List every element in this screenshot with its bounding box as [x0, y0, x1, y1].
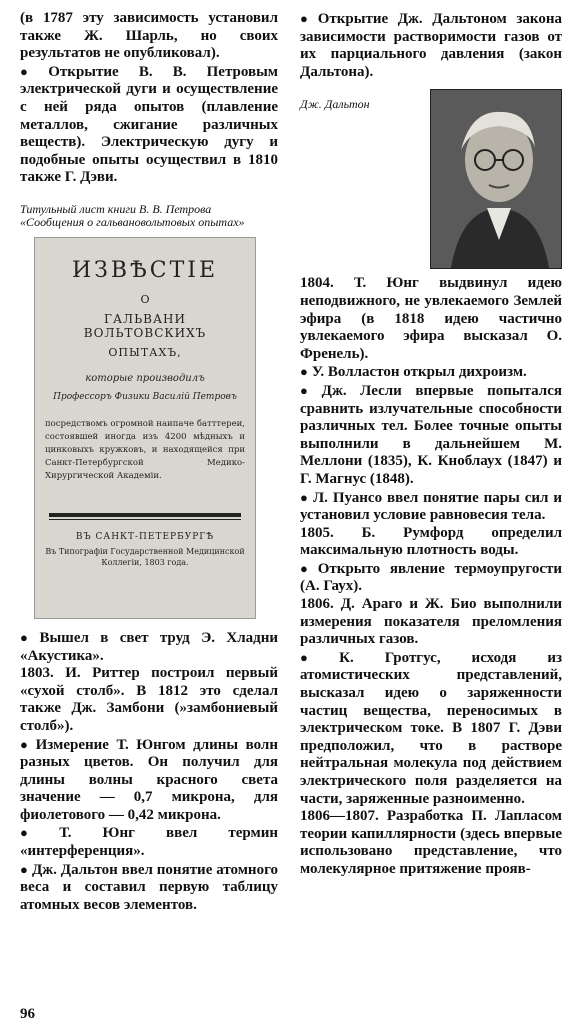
paragraph: ● Дж. Дальтон ввел понятие атомного веса и составил первую таблицу атомных весов элементов.	[20, 861, 279, 913]
bullet-icon: ●	[300, 489, 309, 505]
title-page-line: ИЗВѢСТІЕ	[71, 257, 219, 283]
portrait-figure	[300, 89, 562, 269]
paragraph: 1805. Б. Румфорд определил максимальную плотность воды.	[300, 524, 562, 559]
page-number: 96	[20, 1006, 35, 1022]
dalton-portrait-image	[430, 89, 562, 269]
paragraph: ● Л. Пуансо ввел понятие пары сил и установил условие равновесия тела.	[300, 489, 562, 524]
paragraph: 1806. Д. Араго и Ж. Био выполнили измерения показателя преломления различных газов.	[300, 596, 563, 648]
title-page-line: ГАЛЬВАНИ ВОЛЬТОВСКИХЪ	[83, 311, 207, 340]
paragraph: (в 1787 эту зависимость установил также Ж. Шарль, но своих результатов не опубликовал).	[20, 10, 278, 62]
title-page-line: Въ Типографіи Государственной Медицинской Коллегіи, 1803 года.	[45, 546, 245, 567]
portrait-icon	[431, 90, 561, 268]
bullet-icon: ●	[300, 11, 314, 26]
paragraph: 1804. Т. Юнг выдвинул идею неподвижного, не увлекаемого Землей эфира (в 1818 идею частично увлекаемого эфира высказал О. Френель).	[300, 275, 563, 362]
title-page-rule	[49, 513, 241, 517]
paragraph: ● Открытие В. В. Петровым электрической дуги и осуществление с ней ряда опытов (плавление металлов, сжигание различных веществ). Электрическую дугу и подобные опыты осуществил в 1810 также Г. Дэви.	[20, 63, 278, 186]
title-page-line: ОПЫТАХЪ,	[108, 345, 182, 359]
bullet-icon: ●	[300, 382, 318, 398]
title-page-line: Профессоръ Физики Василій Петровъ	[53, 391, 237, 402]
title-page-line: О	[140, 292, 150, 306]
paragraph: ● Измерение Т. Юнгом длины волн разных цветов. Он получил для длины волны красного света значение — 0,7 микрона, для фиолетового — 0,42 микрона.	[20, 736, 278, 823]
paragraph: ● У. Волластон открыл дихроизм.	[300, 364, 527, 381]
bullet-icon: ●	[20, 736, 32, 752]
paragraph: ● Т. Юнг ввел термин «интерференция».	[20, 825, 278, 860]
bullet-icon: ●	[20, 861, 28, 877]
bullet-icon: ●	[300, 649, 336, 665]
paragraph: 1803. И. Риттер построил первый «сухой столб». В 1812 это сделал также Дж. Замбони (»замбониевый столб»).	[20, 665, 278, 734]
right-column	[300, 10, 562, 879]
paragraph: ● Дж. Лесли впервые попытался сравнить излучательные способности различных тел. Более точные опыты выполнили в дальнейшем М. Меллони (1835), К. Кноблаух (1847) и Г. Магнус (1848).	[300, 382, 562, 487]
bullet-icon: ●	[20, 629, 36, 645]
paragraph: ● Вышел в свет труд Э. Хладни «Акустика».	[20, 629, 278, 664]
title-page-rule	[49, 519, 241, 520]
title-page-image	[34, 237, 256, 619]
portrait-caption: Дж. Дальтон	[300, 97, 370, 112]
paragraph: ● К. Гротгус, исходя из атомистических представлений, высказал идею о заряженности частиц вещества, переносимых в электрическом токе. В 1807 Г. Дэви предположил, что в растворе нейтральная молекула под действием электрического поля разделяется на части, заряженные разноименно.	[300, 649, 563, 807]
bullet-icon: ●	[20, 63, 45, 79]
paragraph: ● Открытие Дж. Дальтоном закона зависимости растворимости газов от их парциального давления (закон Дальтона).	[300, 11, 562, 80]
bullet-icon: ●	[20, 825, 56, 841]
title-page-line: ВЪ САНКТ-ПЕТЕРБУРГѢ	[75, 531, 215, 542]
figure-caption: Титульный лист книги В. В. Петрова «Сообщения о гальвановольтовых опытах»	[20, 201, 245, 229]
paragraph: ● Открыто явление термоупругости (А. Гаух).	[300, 560, 562, 595]
bullet-icon: ●	[300, 560, 314, 576]
bullet-icon: ●	[300, 364, 308, 380]
paragraph: 1806—1807. Разработка П. Лапласом теории капиллярности (здесь впервые использовано представление, что молекулярное притяжение прояв-	[300, 808, 562, 877]
title-page-body: посредствомъ огромной наипаче батттереи, состоявшей иногда изъ 4200 мѣдныхъ и цинковыхъ кружковъ, и находящейся при Санкт-Петербургской Медико-Хирургической Академіи.	[45, 418, 245, 481]
title-page-line: которые производилъ	[85, 372, 205, 384]
left-column	[20, 10, 278, 914]
